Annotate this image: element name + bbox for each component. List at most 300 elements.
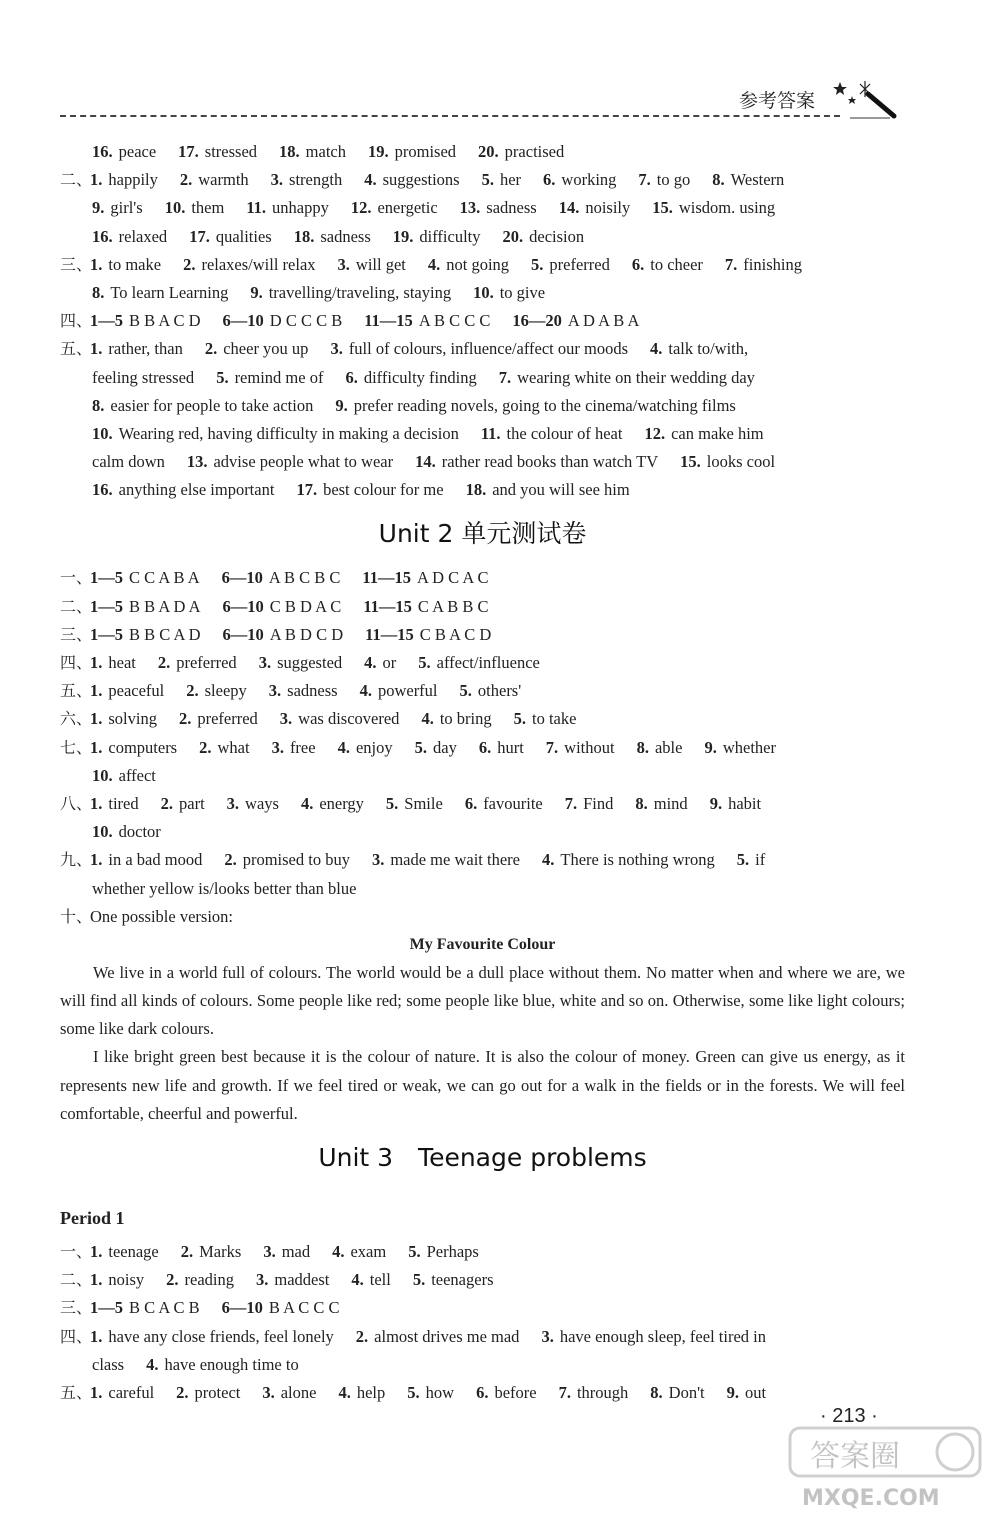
item-answer: B B C A D	[129, 624, 201, 644]
item-answer: tired	[108, 793, 139, 813]
answer-item	[360, 681, 438, 700]
answer-item	[531, 255, 610, 274]
answer-item	[183, 255, 315, 274]
answer-item	[90, 738, 177, 757]
page-number: · 213 ·	[820, 1405, 878, 1427]
answer-item	[280, 709, 400, 728]
item-number: 12.	[644, 423, 666, 443]
answer-item	[727, 1383, 766, 1402]
item-answer: rather read books than watch TV	[441, 452, 659, 472]
watermark-brand: 答案圈	[810, 1439, 900, 1474]
answer-item	[680, 452, 775, 471]
answer-item	[479, 738, 524, 757]
item-number: 2.	[178, 709, 192, 729]
item-answer: free	[289, 737, 316, 757]
item-number: 7.	[498, 367, 512, 387]
item-number: 4.	[650, 339, 663, 359]
item-answer: happily	[108, 170, 158, 190]
item-number: 1.	[90, 709, 103, 729]
item-number: 3.	[256, 1270, 269, 1290]
answer-item	[499, 368, 755, 387]
item-number: 2.	[160, 793, 173, 813]
item-number: 3.	[226, 793, 240, 813]
item-answer: tell	[369, 1270, 391, 1290]
item-number: 5.	[459, 681, 472, 701]
item-answer: doctor	[118, 822, 161, 842]
answer-line	[60, 335, 905, 363]
answer-item	[92, 452, 165, 471]
answer-item	[704, 738, 776, 757]
item-answer: to cheer	[650, 254, 703, 274]
item-answer: through	[576, 1383, 629, 1403]
answer-item	[90, 1270, 144, 1289]
answer-item	[90, 653, 136, 672]
answer-line	[60, 1351, 905, 1379]
item-number: 8.	[636, 737, 649, 757]
item-number: 4.	[541, 850, 555, 870]
answer-item	[465, 794, 543, 813]
answer-line	[60, 903, 905, 931]
item-answer: finishing	[743, 254, 802, 274]
answer-item	[650, 339, 748, 358]
item-answer: unhappy	[272, 198, 329, 218]
item-answer: match	[305, 142, 346, 161]
answer-line	[60, 818, 905, 846]
answer-item	[478, 142, 564, 161]
item-answer: Find	[583, 793, 614, 813]
item-answer: decision	[529, 226, 585, 246]
item-answer: others'	[477, 681, 522, 701]
answer-item	[161, 794, 205, 813]
answer-item	[186, 681, 247, 700]
item-answer: difficulty	[419, 226, 481, 246]
item-number: 20.	[502, 226, 524, 246]
item-number: 16.	[92, 480, 113, 500]
item-number: 11—15	[362, 568, 411, 588]
section-marker: 二、	[60, 170, 93, 190]
answer-item	[263, 1242, 310, 1261]
answer-item	[372, 850, 520, 869]
item-number: 4.	[337, 737, 350, 757]
answer-item	[632, 255, 703, 274]
answer-item	[473, 283, 545, 302]
answer-line	[60, 364, 905, 392]
item-answer: peace	[118, 142, 157, 161]
item-answer: powerful	[377, 681, 438, 701]
item-answer: to give	[499, 282, 546, 302]
item-number: 1.	[90, 170, 103, 190]
item-number: 1.	[90, 850, 103, 870]
answer-item	[338, 738, 393, 757]
answer-item	[565, 794, 614, 813]
answer-item	[481, 424, 623, 443]
essay-title: My Favourite Colour	[409, 935, 556, 953]
item-number: 2.	[224, 850, 237, 870]
item-number: 11—15	[363, 596, 412, 616]
item-answer: heat	[108, 653, 136, 672]
item-answer: sadness	[287, 681, 338, 701]
item-number: 10.	[164, 198, 186, 218]
answer-item	[146, 1355, 299, 1374]
item-answer: affect	[118, 765, 156, 785]
answer-item	[92, 424, 459, 443]
item-answer: computers	[108, 737, 178, 757]
answer-content	[60, 138, 905, 1407]
item-answer: working	[561, 170, 617, 190]
answer-item	[90, 597, 201, 616]
item-answer: B B A D A	[129, 596, 201, 616]
answer-item	[279, 142, 346, 161]
answer-line	[60, 448, 905, 476]
item-answer: C B A C D	[419, 624, 492, 644]
item-number: 4.	[359, 681, 372, 701]
unit1-answers-continued	[60, 138, 905, 504]
answer-item	[637, 738, 683, 757]
item-answer: Wearing red, having difficulty in making a decision	[118, 423, 459, 443]
item-number: 8.	[712, 170, 725, 190]
item-answer: hurt	[497, 737, 524, 757]
item-number: 3.	[270, 170, 284, 190]
item-answer: preferred	[549, 254, 610, 274]
item-number: 1.	[90, 1383, 103, 1403]
item-number: 15.	[680, 452, 701, 472]
answer-item	[180, 170, 249, 189]
answer-item	[301, 794, 364, 813]
answer-item	[541, 1327, 766, 1346]
answer-line	[60, 875, 905, 903]
item-answer: part	[179, 793, 205, 813]
item-answer: mind	[653, 793, 688, 813]
item-answer: B A C C C	[268, 1298, 340, 1318]
item-number: 10.	[473, 282, 494, 302]
answer-item	[223, 597, 342, 616]
item-answer: exam	[350, 1242, 387, 1262]
item-answer: There is nothing wrong	[560, 850, 715, 870]
answer-item	[90, 170, 158, 189]
item-number: 1.	[90, 1326, 103, 1346]
answer-item	[189, 227, 272, 246]
item-number: 1—5	[90, 1298, 123, 1318]
answer-item	[90, 255, 161, 274]
answer-item	[546, 738, 615, 757]
item-number: 5.	[513, 709, 526, 729]
magic-wand-icon	[830, 78, 900, 122]
item-answer: maddest	[274, 1270, 330, 1290]
answer-item	[178, 142, 257, 161]
item-number: 1.	[90, 653, 103, 672]
answer-item	[92, 396, 313, 415]
item-answer: ways	[245, 793, 279, 813]
item-answer: or	[382, 653, 397, 672]
answer-item	[512, 311, 639, 330]
answer-item	[365, 625, 491, 644]
answer-item	[176, 1383, 240, 1402]
item-number: 6.	[464, 793, 478, 813]
item-answer: to take	[531, 709, 577, 729]
item-answer: C B D A C	[269, 596, 342, 616]
item-number: 6.	[345, 367, 358, 387]
item-number: 16—20	[512, 311, 562, 331]
item-number: 11.	[246, 198, 267, 218]
item-answer: practised	[504, 142, 565, 161]
answer-item	[90, 794, 139, 813]
answer-item	[90, 850, 202, 869]
watermark-logo	[770, 1420, 995, 1515]
item-number: 13.	[186, 452, 208, 472]
period-heading: Period 1	[60, 1208, 125, 1229]
answer-item	[559, 198, 631, 217]
item-number: 17.	[178, 142, 199, 161]
answer-item	[92, 227, 167, 246]
answer-line	[60, 762, 905, 790]
item-answer: made me wait there	[390, 850, 520, 870]
answer-item	[166, 1270, 234, 1289]
answer-item	[421, 709, 491, 728]
answer-item	[269, 681, 338, 700]
item-number: 19.	[368, 142, 389, 161]
item-answer: looks cool	[706, 452, 776, 472]
item-number: 4.	[364, 170, 377, 190]
item-number: 1.	[90, 737, 103, 757]
unit2-answers	[60, 564, 905, 930]
answer-item	[224, 850, 350, 869]
item-answer: affect/influence	[436, 653, 540, 672]
item-answer: to go	[656, 170, 691, 190]
item-answer: Don't	[668, 1383, 705, 1403]
item-number: 17.	[296, 480, 318, 500]
answer-item	[393, 227, 481, 246]
item-number: 18.	[465, 480, 487, 500]
item-answer: whether yellow is/looks better than blue	[92, 878, 357, 898]
answer-item	[90, 311, 201, 330]
item-answer: A B C B C	[268, 568, 341, 588]
item-number: 6—10	[221, 1298, 263, 1318]
item-answer: the colour of heat	[506, 423, 623, 443]
item-number: 5.	[418, 653, 431, 672]
answer-line	[60, 1379, 905, 1407]
answer-item	[559, 1383, 629, 1402]
item-answer: mad	[281, 1242, 311, 1262]
item-answer: protect	[194, 1383, 241, 1403]
item-number: 2.	[176, 1383, 189, 1403]
item-number: 4.	[300, 793, 314, 813]
item-answer: whether	[722, 737, 776, 757]
item-number: 3.	[262, 1383, 275, 1403]
answer-item	[90, 568, 200, 587]
answer-item	[408, 1242, 479, 1261]
answer-item	[362, 568, 488, 587]
answer-item	[90, 1242, 159, 1261]
item-answer: talk to/with,	[668, 339, 749, 359]
answer-line	[60, 593, 905, 621]
section-marker: 四、	[60, 653, 93, 672]
answer-item	[351, 1270, 390, 1289]
answer-line	[60, 251, 905, 279]
item-answer: sadness	[486, 198, 537, 218]
item-number: 19.	[392, 226, 414, 246]
answer-item	[205, 339, 309, 358]
item-answer: without	[564, 737, 615, 757]
section-marker: 三、	[60, 254, 93, 274]
answer-item	[216, 368, 323, 387]
item-number: 5.	[481, 170, 494, 190]
item-number: 14.	[558, 198, 580, 218]
item-number: 16.	[92, 226, 113, 246]
item-answer: almost drives me mad	[374, 1326, 520, 1346]
section-marker: 四、	[60, 311, 93, 331]
answer-item	[90, 339, 183, 358]
answer-item	[158, 653, 237, 672]
header-divider	[60, 115, 840, 117]
unit3-title: Unit 3 Teenage problems	[318, 1143, 647, 1173]
item-number: 3.	[263, 1242, 276, 1262]
item-number: 9.	[335, 395, 348, 415]
item-answer: her	[499, 170, 522, 190]
item-answer: suggested	[277, 653, 343, 672]
answer-item	[466, 480, 630, 499]
item-answer: them	[191, 198, 225, 218]
item-number: 5.	[407, 1383, 420, 1403]
answer-line	[60, 1323, 905, 1351]
answer-item	[92, 879, 356, 898]
answer-line	[60, 138, 905, 166]
answer-item	[330, 339, 628, 358]
item-answer: have enough time to	[164, 1354, 299, 1374]
answer-item	[181, 1242, 242, 1261]
answer-item	[652, 198, 775, 217]
section-marker: 八、	[60, 793, 93, 813]
essay-paragraph: I like bright green best because it is the colour of nature. It is also the colour of money. Green can give us energy, as it represents new life and growth. If we feel tired or weak, we can go out for a walk in the fields or in the forests. We will feel comfortable, cheerful and powerful.	[60, 1047, 905, 1123]
item-number: 1.	[90, 681, 103, 701]
section-marker: 一、	[60, 1242, 93, 1262]
item-number: 1.	[90, 339, 103, 359]
answer-item	[165, 198, 225, 217]
item-number: 7.	[638, 170, 651, 190]
answer-item	[635, 794, 687, 813]
item-number: 5.	[736, 850, 750, 870]
answer-item	[415, 452, 658, 471]
item-number: 1.	[90, 1242, 103, 1262]
section-marker: 五、	[60, 339, 93, 359]
answer-line	[60, 649, 905, 677]
answer-item	[187, 452, 393, 471]
answer-item	[356, 1327, 520, 1346]
item-number: 6—10	[221, 568, 263, 588]
answer-line	[60, 307, 905, 335]
answer-item	[92, 822, 161, 841]
item-answer: noisily	[585, 198, 631, 218]
item-number: 8.	[650, 1383, 663, 1403]
item-number: 9.	[709, 793, 723, 813]
item-number: 4.	[332, 1242, 345, 1262]
item-answer: to make	[108, 254, 162, 274]
item-answer: A B C C C	[418, 311, 491, 331]
answer-item	[482, 170, 521, 189]
item-number: 5.	[412, 1270, 426, 1290]
item-answer: reading	[184, 1270, 234, 1290]
item-number: 5.	[216, 367, 229, 387]
answer-item	[650, 1383, 704, 1402]
item-answer: was discovered	[298, 709, 400, 729]
item-number: 2.	[180, 1242, 194, 1262]
item-answer: To learn Learning	[110, 282, 229, 302]
answer-item	[92, 283, 228, 302]
item-number: 4.	[338, 1383, 351, 1403]
answer-item	[90, 625, 201, 644]
answer-item	[428, 255, 509, 274]
item-answer: can make him	[671, 423, 764, 443]
item-number: 4.	[421, 709, 434, 729]
answer-item	[222, 568, 341, 587]
answer-item	[90, 681, 164, 700]
item-number: 3.	[279, 709, 293, 729]
item-answer: travelling/traveling, staying	[268, 282, 452, 302]
item-answer: preferred	[197, 709, 258, 729]
answer-line	[60, 1294, 905, 1322]
item-number: 1—5	[90, 568, 123, 588]
answer-item	[262, 1383, 316, 1402]
item-number: 4.	[351, 1270, 364, 1290]
item-answer: prefer reading novels, going to the cinema/watching films	[353, 395, 736, 415]
answer-line	[60, 846, 905, 874]
answer-item	[92, 142, 156, 161]
answer-item	[460, 198, 537, 217]
answer-line	[60, 166, 905, 194]
item-answer: to bring	[439, 709, 492, 729]
item-number: 3.	[541, 1326, 554, 1346]
item-number: 5.	[385, 793, 399, 813]
item-answer: B B A C D	[129, 311, 201, 331]
item-answer: energy	[319, 793, 364, 813]
item-answer: in a bad mood	[108, 850, 203, 870]
unit3-answers	[60, 1238, 905, 1407]
item-answer: Smile	[404, 793, 443, 813]
item-number: 10.	[92, 423, 113, 443]
answer-item	[271, 170, 343, 189]
section-marker: 三、	[60, 624, 93, 644]
item-number: 9.	[92, 198, 105, 218]
item-number: 1—5	[90, 596, 123, 616]
section-marker: 四、	[60, 1326, 93, 1346]
item-number: 2.	[179, 170, 193, 190]
item-number: 4.	[427, 254, 441, 274]
item-answer: C C A B A	[129, 568, 200, 588]
item-answer: wearing white on their wedding day	[517, 367, 755, 387]
item-answer: careful	[108, 1383, 155, 1403]
answer-item	[90, 709, 157, 728]
item-number: 11—15	[365, 624, 414, 644]
section-marker: 五、	[60, 681, 93, 701]
essay-body	[60, 959, 905, 1128]
item-answer: C A B B C	[417, 596, 489, 616]
item-number: 7.	[558, 1383, 571, 1403]
item-answer: anything else important	[118, 480, 275, 500]
answer-item	[460, 681, 522, 700]
item-number: 2.	[355, 1326, 369, 1346]
answer-item	[413, 1270, 494, 1289]
item-answer: help	[356, 1383, 386, 1403]
item-number: 6.	[631, 254, 645, 274]
answer-line	[60, 392, 905, 420]
answer-line	[60, 677, 905, 705]
item-answer: warmth	[198, 170, 249, 190]
answer-line	[60, 476, 905, 504]
header-title: 参考答案	[738, 90, 815, 112]
item-answer: sadness	[320, 226, 371, 246]
answer-item	[222, 1298, 340, 1317]
answer-item	[296, 480, 443, 499]
answer-item	[90, 1383, 154, 1402]
